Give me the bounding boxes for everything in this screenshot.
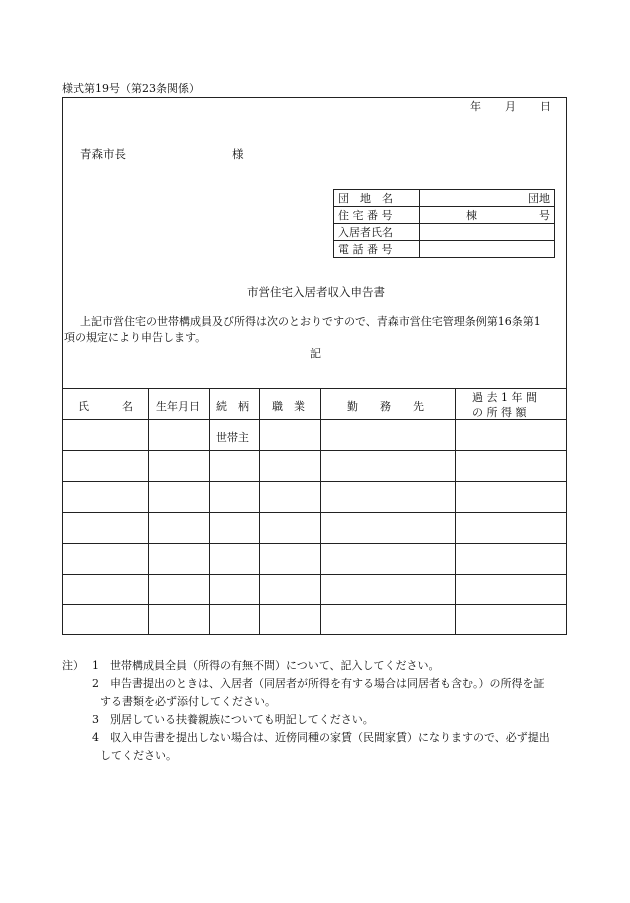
note-number: 3: [92, 713, 99, 726]
addressee-honorific: 様: [232, 147, 244, 161]
header-workplace: 勤 務 先: [347, 400, 424, 413]
note-number: 4: [92, 731, 99, 744]
table-col-divider: [455, 388, 456, 634]
info-value-phone[interactable]: [420, 241, 555, 258]
table-col-divider: [209, 388, 210, 634]
info-label-danchi: 団 地 名: [334, 190, 420, 207]
note-number: 1: [92, 659, 99, 672]
info-value-building: 棟: [466, 209, 477, 222]
header-income-line2: の 所 得 額: [472, 406, 527, 419]
header-birthdate: 生年月日: [156, 400, 200, 413]
note-text: 申告書提出のときは、入居者（同居者が所得を有する場合は同居者も含む。）の所得を証: [110, 677, 545, 690]
info-value-resident-name[interactable]: [420, 224, 555, 241]
table-col-divider: [259, 388, 260, 634]
note-text: 世帯構成員全員（所得の有無不問）について、記入してください。: [110, 659, 440, 672]
date-year-label: 年: [470, 100, 481, 113]
notes-label: 注）: [62, 659, 84, 672]
info-value-unit: 号: [539, 209, 550, 222]
ki-mark: 記: [310, 347, 321, 360]
info-row-danchi: [334, 190, 555, 207]
info-value-house-number[interactable]: [420, 207, 555, 224]
table-col-divider: [148, 388, 149, 634]
form-frame: [62, 97, 567, 635]
body-text-line1: 上記市営住宅の世帯構成員及び所得は次のとおりですので、青森市営住宅管理条例第16条第1: [80, 315, 541, 328]
info-row-phone: [334, 241, 555, 258]
body-text-line2: 項の規定により申告します。: [64, 331, 207, 344]
info-value-danchi[interactable]: 団地: [420, 190, 555, 207]
document-title: 市営住宅入居者収入申告書: [247, 285, 385, 299]
note-text: 収入申告書を提出しない場合は、近傍同種の家賃（民間家賃）になりますので、必ず提出: [110, 731, 550, 744]
header-income-line1: 過 去 1 年 間: [472, 391, 537, 404]
header-name: 氏 名: [78, 400, 133, 413]
info-row-house-number: [334, 207, 555, 224]
form-number: 様式第19号（第23条関係）: [62, 82, 200, 95]
table-row-border: [62, 574, 567, 575]
row1-relation-head-of-household: 世帯主: [216, 431, 249, 444]
table-row-border: [62, 450, 567, 451]
header-occupation: 職 業: [272, 400, 305, 413]
table-col-divider: [320, 388, 321, 634]
info-label-house-number: 住 宅 番 号: [334, 207, 420, 224]
table-row-border: [62, 512, 567, 513]
date-month-label: 月: [505, 100, 516, 113]
info-label-phone: 電 話 番 号: [334, 241, 420, 258]
info-row-resident-name: [334, 224, 555, 241]
addressee-mayor: 青森市長: [80, 147, 126, 161]
table-row-border: [62, 481, 567, 482]
note-text-continuation: する書類を必ず添付してください。: [100, 695, 276, 708]
table-row-border: [62, 543, 567, 544]
applicant-info-table: [333, 189, 555, 258]
header-relation: 続 柄: [216, 400, 249, 413]
note-text: 別居している扶養親族についても明記してください。: [110, 713, 374, 726]
table-row-border: [62, 604, 567, 605]
note-number: 2: [92, 677, 99, 690]
note-text-continuation: してください。: [100, 749, 177, 762]
date-day-label: 日: [540, 100, 551, 113]
info-label-resident-name: 入居者氏名: [334, 224, 420, 241]
